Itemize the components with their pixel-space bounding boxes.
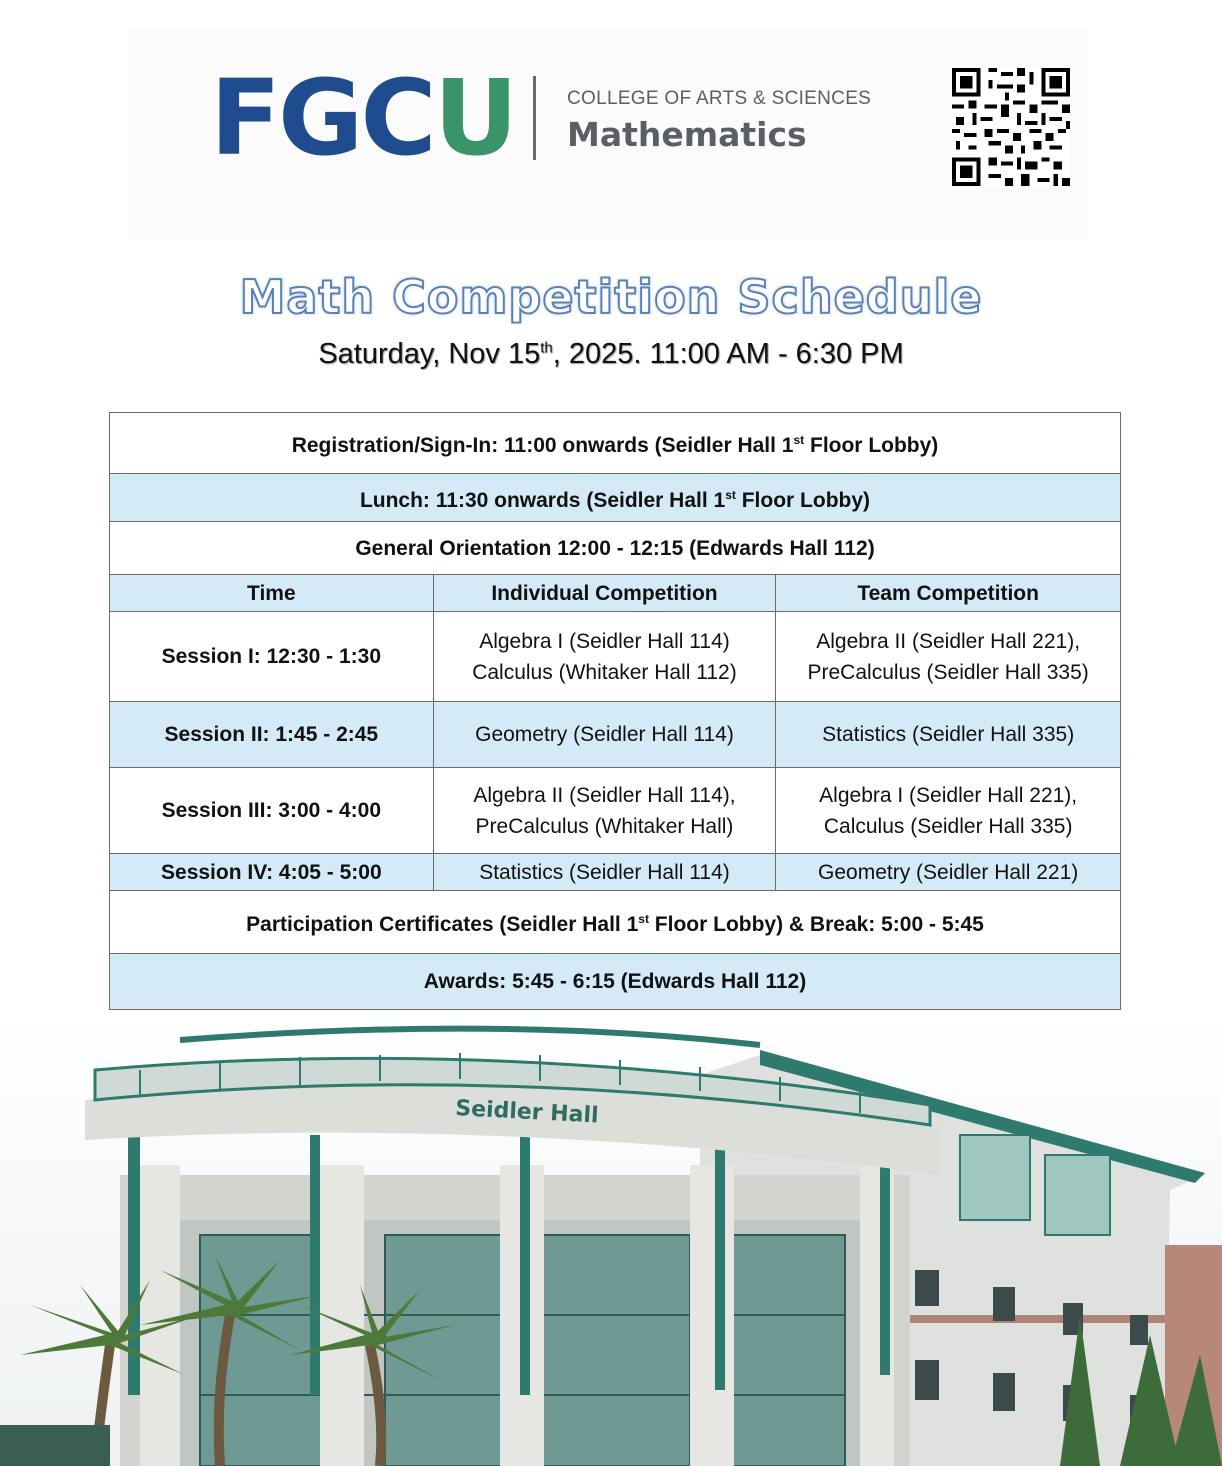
session-individual: Statistics (Seidler Hall 114) xyxy=(433,854,776,891)
seidler-hall-sign: Seidler Hall xyxy=(454,1096,600,1129)
department-name: Mathematics xyxy=(567,115,807,154)
session-individual: Geometry (Seidler Hall 114) xyxy=(433,702,776,768)
page-title: Math Competition Schedule xyxy=(239,270,983,324)
session-row xyxy=(110,702,1121,768)
team-line: PreCalculus (Seidler Hall 335) xyxy=(807,660,1089,684)
certificates-row xyxy=(110,891,1121,954)
lunch-text-end: Floor Lobby) xyxy=(735,488,871,512)
orientation-cell: General Orientation 12:00 - 12:15 (Edwards Hall 112) xyxy=(110,522,1121,575)
lunch-text: Lunch: 11:30 onwards (Seidler Hall 1 xyxy=(359,488,726,512)
college-name: COLLEGE OF ARTS & SCIENCES xyxy=(567,88,872,109)
session-time: Session II: 1:45 - 2:45 xyxy=(110,702,434,768)
logo-divider xyxy=(533,76,536,160)
date-sup: th xyxy=(540,339,553,357)
team-line: Calculus (Seidler Hall 335) xyxy=(823,814,1073,838)
table-header-row xyxy=(110,575,1121,612)
session-team xyxy=(776,768,1121,854)
logo-text-green: U xyxy=(433,57,519,179)
individual-line: PreCalculus (Whitaker Hall) xyxy=(475,814,734,838)
registration-text-end: Floor Lobby) xyxy=(804,434,939,457)
qr-code-icon[interactable] xyxy=(952,68,1070,186)
registration-row xyxy=(110,413,1121,474)
certificates-text-end: Floor Lobby) & Break: 5:00 - 5:45 xyxy=(648,913,984,936)
logo-text-blue: FGC xyxy=(210,57,434,179)
column-header-time: Time xyxy=(110,575,434,612)
lunch-sup: st xyxy=(725,487,736,502)
registration-cell xyxy=(110,413,1121,474)
session-time: Session I: 12:30 - 1:30 xyxy=(110,612,434,702)
lunch-cell xyxy=(110,474,1121,522)
registration-sup: st xyxy=(793,433,805,447)
certificates-text: Participation Certificates (Seidler Hall 1 xyxy=(246,913,639,936)
certificates-sup: st xyxy=(638,912,649,926)
session-time: Session III: 3:00 - 4:00 xyxy=(110,768,434,854)
seidler-hall-photo xyxy=(0,1015,1222,1466)
event-date xyxy=(0,338,1222,371)
session-team xyxy=(776,612,1121,702)
session-row xyxy=(110,854,1121,891)
session-row xyxy=(110,612,1121,702)
schedule-table xyxy=(109,412,1121,1010)
header-banner xyxy=(128,30,1088,240)
date-prefix: Saturday, Nov 15 xyxy=(318,338,541,370)
session-row xyxy=(110,768,1121,854)
session-team: Geometry (Seidler Hall 221) xyxy=(776,854,1121,891)
column-header-individual: Individual Competition xyxy=(433,575,776,612)
date-suffix: , 2025. 11:00 AM - 6:30 PM xyxy=(552,338,904,370)
fgcu-logo xyxy=(210,57,519,179)
individual-line: Algebra I (Seidler Hall 114) xyxy=(479,629,730,653)
awards-row xyxy=(110,954,1121,1010)
column-header-team: Team Competition xyxy=(776,575,1121,612)
session-team: Statistics (Seidler Hall 335) xyxy=(776,702,1121,768)
certificates-cell xyxy=(110,891,1121,954)
individual-line: Algebra II (Seidler Hall 114), xyxy=(473,783,736,807)
awards-cell: Awards: 5:45 - 6:15 (Edwards Hall 112) xyxy=(110,954,1121,1010)
individual-line: Calculus (Whitaker Hall 112) xyxy=(472,660,737,684)
registration-text: Registration/Sign-In: 11:00 onwards (Seidler Hall 1 xyxy=(291,434,794,457)
team-line: Algebra I (Seidler Hall 221), xyxy=(819,783,1078,807)
orientation-row xyxy=(110,522,1121,575)
session-individual xyxy=(433,768,776,854)
lunch-row xyxy=(110,474,1121,522)
session-individual xyxy=(433,612,776,702)
team-line: Algebra II (Seidler Hall 221), xyxy=(816,629,1081,653)
session-time: Session IV: 4:05 - 5:00 xyxy=(110,854,434,891)
